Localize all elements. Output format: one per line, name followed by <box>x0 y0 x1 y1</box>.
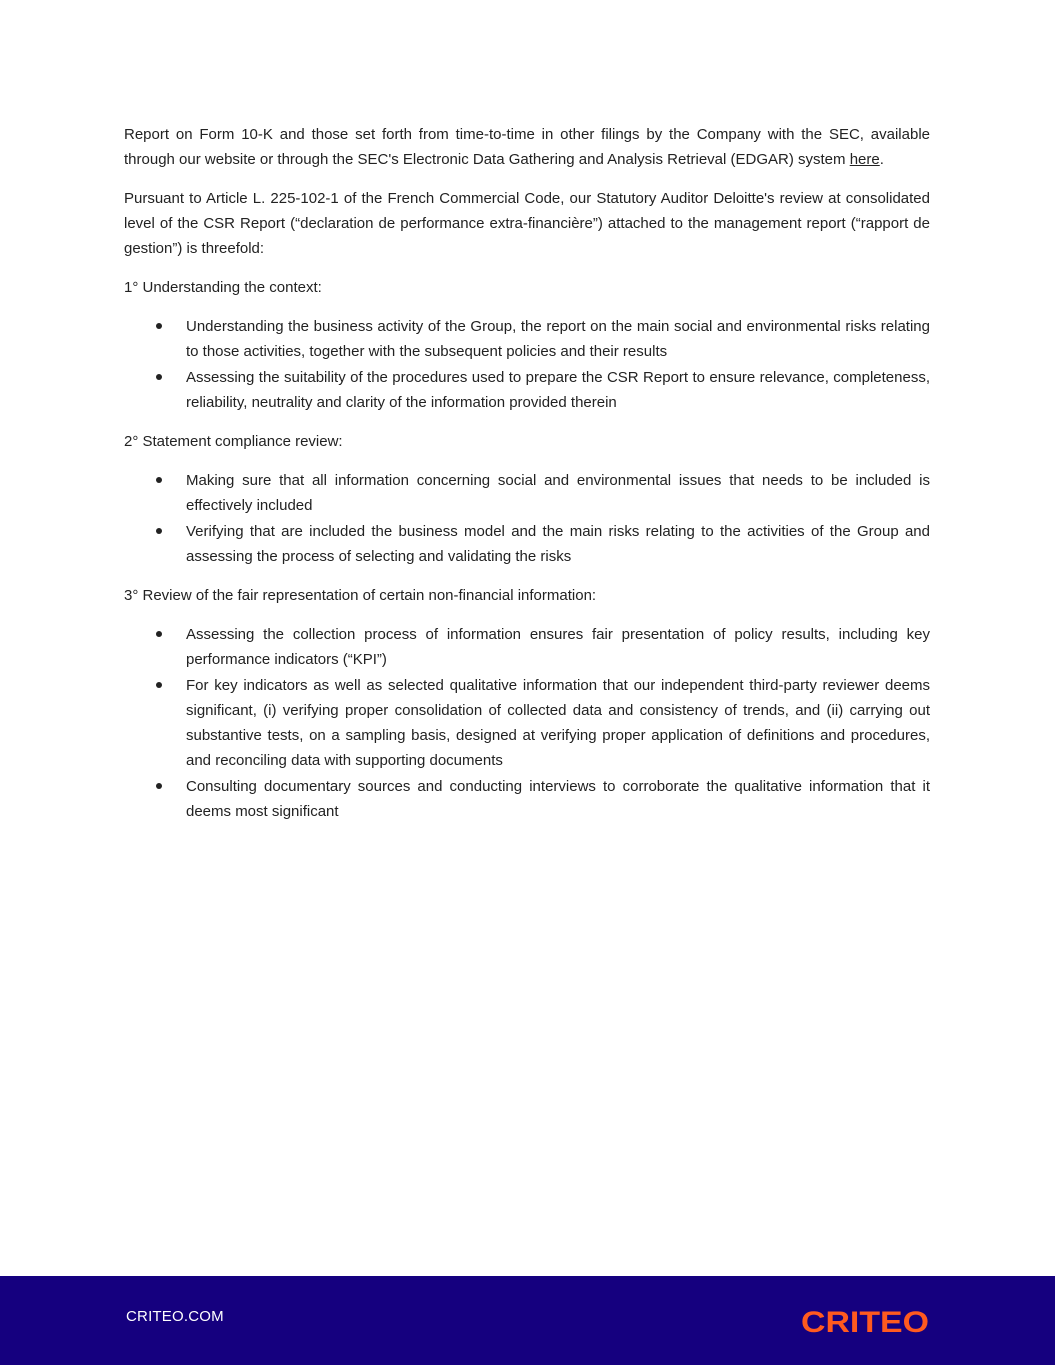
criteo-logo-icon <box>801 1306 929 1336</box>
intro-paragraph <box>124 122 930 172</box>
bullet-icon <box>156 477 162 483</box>
document-body <box>124 122 930 838</box>
bullet-icon <box>156 323 162 329</box>
bullet-icon <box>156 374 162 380</box>
list-item: Understanding the business activity of the Group, the report on the main social and environmental risks relating to those activities, together with the subsequent policies and their results <box>124 314 930 364</box>
bullet-icon <box>156 783 162 789</box>
section-2-heading: 2° Statement compliance review: <box>124 433 343 450</box>
list-item: Consulting documentary sources and conducting interviews to corroborate the qualitative information that it deems most significant <box>124 774 930 824</box>
svg-text:CRITEO: CRITEO <box>801 1306 929 1336</box>
bullet-icon <box>156 528 162 534</box>
list-item: Assessing the suitability of the procedures used to prepare the CSR Report to ensure relevance, completeness, reliability, neutrality and clarity of the information provided therein <box>124 365 930 415</box>
section-1-heading: 1° Understanding the context: <box>124 279 322 296</box>
section-3-heading: 3° Review of the fair representation of certain non-financial information: <box>124 587 597 604</box>
intro-trailing: . <box>879 151 884 168</box>
intro-text: Report on Form 10-K and those set forth from time-to-time in other filings by the Company with the SEC, available through our website or through the SEC's Electronic Data Gathering and Analysis Retrieval (EDGAR) system <box>124 126 930 168</box>
page-footer <box>0 1276 1055 1365</box>
list-item: For key indicators as well as selected qualitative information that our independent third-party reviewer deems significant, (i) verifying proper consolidation of collected data and consistency of trends, and (ii) carrying out substantive tests, on a sampling basis, designed at verifying proper application of definitions and procedures, and reconciling data with supporting documents <box>124 673 930 773</box>
bullet-icon <box>156 631 162 637</box>
list-item: Making sure that all information concerning social and environmental issues that needs to be included is effectively included <box>124 468 930 518</box>
bullet-icon <box>156 682 162 688</box>
here-link[interactable]: here <box>849 151 880 168</box>
list-item: Verifying that are included the business model and the main risks relating to the activities of the Group and assessing the process of selecting and validating the risks <box>124 519 930 569</box>
section-2-list <box>124 468 930 569</box>
footer-url[interactable]: CRITEO.COM <box>126 1308 224 1325</box>
section-3-list <box>124 622 930 824</box>
pursuant-paragraph: Pursuant to Article L. 225-102-1 of the French Commercial Code, our Statutory Auditor Deloitte's review at consolidated level of the CSR Report (“declaration de performance extra-financière”) attached to the management report (“rapport de gestion”) is threefold: <box>124 190 930 257</box>
section-1-list <box>124 314 930 415</box>
list-item: Assessing the collection process of information ensures fair presentation of policy results, including key performance indicators (“KPI”) <box>124 622 930 672</box>
